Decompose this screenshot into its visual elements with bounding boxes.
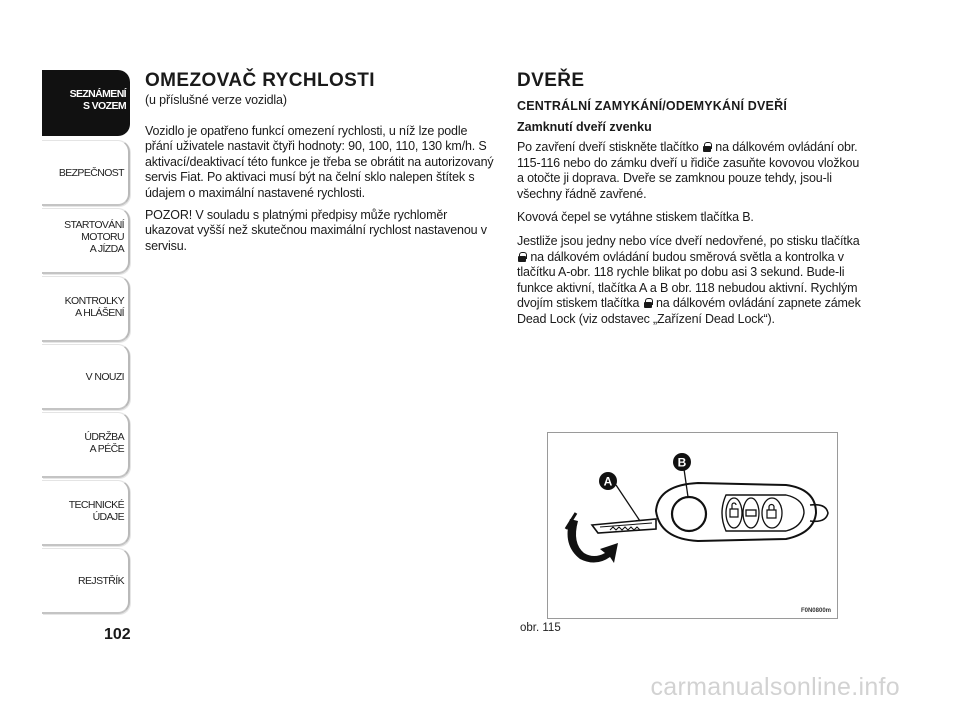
body-paragraph: Vozidlo je opatřeno funkcí omezení rychlosti, u níž lze podle přání uživatele nastavit čtyři hodnoty: 90, 100, 110, 130 km/h. S aktivací/deaktivací této funkce je třeba se obrátit na autorizovaný servis Fiat. Po aktivaci musí být na čelní sklo nalepen štítek s údajem o maximální nastavené rychlosti. bbox=[145, 123, 494, 200]
tab-label: KONTROLKY A HLÁŠENÍ bbox=[64, 295, 124, 319]
tab-bezpecnost[interactable] bbox=[42, 140, 130, 206]
warning-paragraph: POZOR! V souladu s platnými předpisy může rychloměr ukazovat vyšší než skutečnou maximální rychlost nastavenou v servisu. bbox=[145, 207, 487, 253]
callout-a-label: A bbox=[603, 474, 613, 489]
lock-icon bbox=[518, 252, 526, 262]
section-subtitle: (u příslušné verze vozidla) bbox=[145, 93, 287, 107]
tab-label: ÚDRŽBA A PÉČE bbox=[84, 431, 124, 455]
tab-seznameni-s-vozem[interactable] bbox=[42, 70, 130, 136]
section-title: OMEZOVAČ RYCHLOSTI bbox=[145, 70, 375, 91]
tab-rejstrik[interactable] bbox=[42, 548, 130, 614]
page-number: 102 bbox=[104, 626, 131, 643]
tab-technicke-udaje[interactable] bbox=[42, 480, 130, 546]
leader-line-a bbox=[616, 485, 640, 521]
tab-udrzba[interactable] bbox=[42, 412, 130, 478]
doors-section bbox=[517, 70, 862, 328]
section-subtitle: CENTRÁLNÍ ZAMYKÁNÍ/ODEMYKÁNÍ DVEŘÍ bbox=[517, 99, 787, 113]
callout-b-label: B bbox=[677, 455, 687, 470]
button-b-circle bbox=[672, 497, 706, 531]
figure-code: F0N0800m bbox=[800, 608, 831, 614]
tab-label: SEZNÁMENÍ S VOZEM bbox=[69, 88, 126, 112]
lock-icon bbox=[703, 142, 711, 152]
text-span: na dálkovém ovládání zapnete zámek Dead Lock (viz odstavec „Zařízení Dead Lock“). bbox=[517, 296, 861, 326]
body-paragraph: Kovová čepel se vytáhne stiskem tlačítka B. bbox=[517, 210, 754, 225]
tab-v-nouzi[interactable] bbox=[42, 344, 130, 410]
tab-label: BEZPEČNOST bbox=[58, 167, 124, 179]
figure-caption: obr. 115 bbox=[520, 622, 561, 634]
tab-label: REJSTŘÍK bbox=[78, 575, 124, 587]
lock-button bbox=[762, 498, 782, 528]
body-paragraph bbox=[517, 234, 862, 328]
text-span: Po zavření dveří stiskněte tlačítko bbox=[517, 140, 699, 154]
speed-limiter-section bbox=[145, 70, 495, 254]
tab-label: V NOUZI bbox=[85, 371, 124, 383]
text-span: Jestliže jsou jedny nebo více dveří nedovřené, po stisku tlačítka bbox=[517, 233, 860, 248]
key-blade bbox=[592, 519, 656, 533]
remote-key-figure bbox=[547, 432, 838, 619]
section-title: DVEŘE bbox=[517, 70, 585, 91]
lock-icon bbox=[644, 298, 652, 308]
watermark: carmanualsonline.info bbox=[650, 673, 900, 701]
tab-startovani-motoru[interactable] bbox=[42, 208, 130, 274]
body-paragraph bbox=[517, 140, 862, 202]
remote-key-illustration bbox=[548, 433, 839, 620]
paragraph-heading: Zamknutí dveří zvenku bbox=[517, 120, 652, 134]
text-span: na dálkovém ovládání budou směrová světla a kontrolka v tlačítku A-obr. 118 rychle blikat po dobu asi 3 sekund. Bude-li funkce aktivní, tlačítka A a B obr. 118 nebudou aktivní. Rychlým dvojím stiskem tlačítka bbox=[517, 249, 858, 311]
tab-label: STARTOVÁNÍ MOTORU A JÍZDA bbox=[64, 219, 124, 255]
text-span: na dálkovém ovládání obr. 115-116 nebo do zámku dveří u řidiče zasuňte kovovou vložkou a otočte ji doprava. Dveře se zamknou pouze tehdy, jsou-li všechny řádně zavřené. bbox=[517, 140, 860, 201]
tab-kontrolky[interactable] bbox=[42, 276, 130, 342]
tab-label: TECHNICKÉ ÚDAJE bbox=[68, 499, 124, 523]
